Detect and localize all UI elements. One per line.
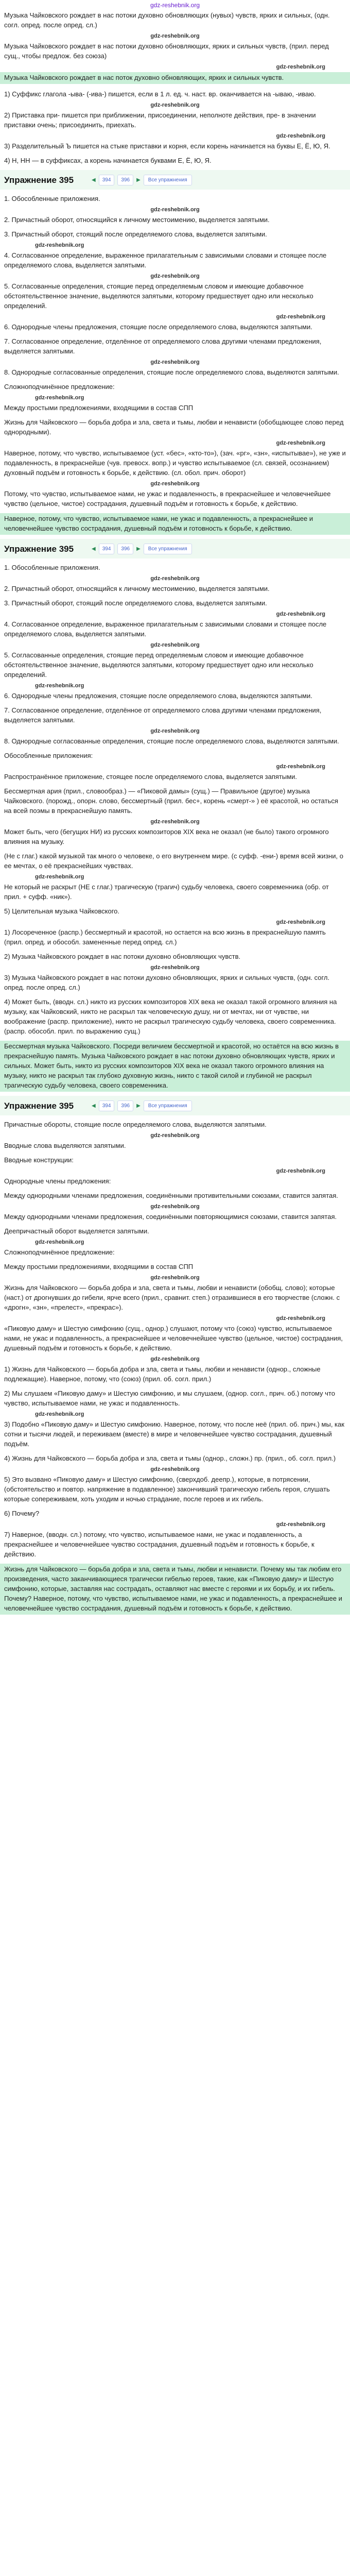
paragraph: Обособленные приложения: [4,752,93,759]
watermark: gdz-reshebnik.org [150,1275,200,1281]
paragraph: 4. Согласованное определение, выраженное прилагательным с зависимыми словами и стоящее после определяемого слова, выделяется запятыми. [4,251,327,269]
exercise-nav [92,1100,192,1111]
section-2 [0,193,350,509]
watermark: gdz-reshebnik.org [150,575,200,582]
paragraph: «Пиковую даму» и Шестую симфонию (сущ., однор.) слушают, потому что (союз) чувство, испытываемое нами, не ужас и подавленность, а прекраснейшее и человечнейшее чувство (цельное, чистое) сострадания, душевный подъём и готовность к борьбе, к действию. [4,1325,343,1352]
watermark: gdz-reshebnik.org [150,728,200,734]
answer-text: Жизнь для Чайковского — борьба добра и зла, света и тьмы, любви и ненависти. Почему мы так любим его произведения, часто заканчивающиеся трагически гибелью героев, такие, как «Пиковую даму» и Шестую симфонию, которые, заставляя нас сострадать, оставляют нас вместе с героями и их борьбу, и их гибель. Почему? Наверное, потому, что чувство, испытываемое нами, не ужас и подавленность, а прекраснейшее и человечнейшее чувство сострадания, душевный подъём и готовность к борьбе, к действию. [4,1565,342,1612]
list-item: 2) Приставка при- пишется при приближении, присоединении, неполноте действия, пре- в значении приставки очень; присоединить, приехать. [4,111,316,129]
watermark: gdz-reshebnik.org [276,919,325,925]
watermark: gdz-reshebnik.org [35,1239,84,1245]
watermark: gdz-reshebnik.org [276,611,325,617]
answer-highlight [0,1041,350,1092]
prev-exercise-link[interactable]: 394 [99,175,115,185]
watermark: gdz-reshebnik.org [276,314,325,320]
paragraph: 4) Может быть, (вводн. сл.) никто из русских композиторов XIX века не оказал такой огромного влияния на музыку, как Чайковский, никто не раскрыл так человеческую душу, ни от мечтах, ни от чувстве, ни воображение (распр. приложение), никто не раскрыл трагическую судьбу человека, своего современника. (распр. обособл. прил. по выражению сущ.) [4,998,337,1035]
next-arrow-icon[interactable]: ▶ [136,1103,141,1109]
paragraph: 6. Однородные члены предложения, стоящие после определяемого слова, выделяются запятыми. [4,323,312,331]
paragraph: 2. Причастный оборот, относящийся к личному местоимению, выделяется запятыми. [4,216,270,224]
watermark: gdz-reshebnik.org [276,1168,325,1174]
paragraph: Вводные конструкции: [4,1156,74,1164]
watermark: gdz-reshebnik.org [35,395,84,401]
paragraph: Не который не раскрыт (НЕ с глаг.) трагическую (трагич) судьбу человека, своего современника (обр. от прил. + суфф. «ник»). [4,883,329,901]
paragraph: 2) Музыка Чайковского рождает в нас потоки духовно обновляющих чувств. [4,953,241,960]
paragraph: 3) Музыка Чайковского рождает в нас потоки духовно обновляющих, ярких и сильных чувств, (одн. согл. опред. после опред. сл.) [4,974,330,991]
answer-text: Наверное, потому, что чувство, испытываемое нами, не ужас и подавленность, а прекраснейшее и человечнейшее чувство сострадания, душевный подъём и готовность к борьбе, к действию. [4,515,313,532]
next-arrow-icon[interactable]: ▶ [136,546,141,552]
paragraph: 4) Жизнь для Чайковского — борьба добра и зла, света и тьмы (однор., сложн.) пр. (прил., об. согл. прил.) [4,1454,336,1462]
paragraph: 4. Согласованное определение, выраженное прилагательным с зависимыми словами и стоящее после определяемого слова, выделяется запятыми. [4,620,327,638]
watermark: gdz-reshebnik.org [150,819,200,825]
paragraph: 1. Обособленные приложения. [4,195,100,202]
paragraph: Музыка Чайковского рождает в нас потоки духовно обновляющих, ярких и сильных чувств, (прил. перед сущ., чтобы предлож. без союза) [4,42,329,60]
watermark: gdz-reshebnik.org [276,133,325,139]
list-item: 3) Разделительный Ъ пишется на стыке приставки и корня, если корень начинается на буквы Е, Ё, Ю, Я. [4,142,330,150]
section-1 [0,9,350,71]
paragraph: 6. Однородные члены предложения, стоящие после определяемого слова, выделяются запятыми. [4,692,312,700]
watermark: gdz-reshebnik.org [35,242,84,248]
section-3 [0,562,350,1036]
watermark: gdz-reshebnik.org [150,481,200,487]
paragraph: 5. Согласованные определения, стоящие перед определяемым словом и имеющие добавочное обстоятельственное значение, выделяются запятыми, которому предшествует одно или несколько определений. [4,651,313,679]
paragraph: 2. Причастный оборот, относящийся к личному местоимению, выделяется запятыми. [4,585,270,592]
watermark: gdz-reshebnik.org [276,1521,325,1528]
exercise-header [0,170,350,190]
paragraph: Между простыми предложениями, входящими в состав СПП [4,1263,194,1270]
watermark: gdz-reshebnik.org [276,440,325,446]
watermark: gdz-reshebnik.org [276,1315,325,1321]
all-exercises-link[interactable]: Все упражнения [144,175,192,185]
watermark: gdz-reshebnik.org [150,102,200,108]
site-link[interactable]: gdz-reshebnik.org [150,2,200,9]
next-exercise-link[interactable]: 396 [117,544,133,554]
watermark: gdz-reshebnik.org [35,1411,84,1417]
paragraph: Между однородными членами предложения, соединёнными повторяющимися союзами, ставится запятая. [4,1213,337,1221]
prev-arrow-icon[interactable]: ◀ [92,546,96,552]
answer-text: Бессмертная музыка Чайковского. Посреди величием бессмертной и красотой, но остаётся на всю жизнь в прекраснейшую память. Музыка Чайковского рождает в нас потоки духовно обновляющих чувств, ярких и сильных. Может быть, никто из русских композиторов XIX века не оказал такого огромного влияния на музыку, никто не раскрыл так глубоко духовную жизнь, никто с такой силой и глубиной не раскрыл трагическую судьбу человека, своего современника. [4,1042,339,1089]
paragraph: Жизнь для Чайковского — борьба добра и зла, света и тьмы, любви и ненависти (обобщ. слово); которые (наст.) от дрогнувших до гибели, ярче всего (прил., сравнит. степ.) отразившиеся в его творчестве (сложн. с «дрогн», «зн», «прелест», «прекрас»). [4,1284,340,1311]
all-exercises-link[interactable]: Все упражнения [144,544,192,554]
paragraph: (Не с глаг.) какой музыкой так много о человеке, о его внутреннем мире. (с суфф. -ени-) время всей жизни, о ее мечтах, о её прекраснейших чувствах. [4,852,343,870]
paragraph: Жизнь для Чайковского — борьба добра и зла, света и тьмы, любви и ненависти (обобщающее слово перед однородными). [4,418,344,436]
paragraph: Наверное, потому, что чувство, испытываемое (уст. «бес», «кто-то»), (зач. «рг», «зн», «испытывае»), не уже и подавленность, в прекраснейше (чув. превосх. вопр.) и чувство испытываемое (сл. связей, осознанием) духовный подъём и готовность к борьбе, к действию. (сл. обол. прич. оборот) [4,449,346,477]
paragraph: Причастные обороты, стоящие после определяемого слова, выделяются запятыми. [4,1121,267,1128]
exercise-title: Упражнение 395 [4,1100,74,1111]
paragraph: 3. Причастный оборот, стоящий после определяемого слова, выделяется запятыми. [4,230,267,238]
next-exercise-link[interactable]: 396 [117,1100,133,1111]
paragraph: Распространённое приложение, стоящее после определяемого слова, выделяется запятыми. [4,773,297,781]
paragraph: Потому, что чувство, испытываемое нами, не ужас и подавленность, в прекраснейшее и человечнейшее чувство (цельное, чистое) сострадания, душевный подъём и готовность к борьбе, к действию. [4,490,331,507]
exercise-header [0,1096,350,1115]
prev-exercise-link[interactable]: 394 [99,1100,115,1111]
answer-highlight [0,72,350,84]
paragraph: 8. Однородные согласованные определения, стоящие после определяемого слова, выделяются запятыми. [4,737,339,745]
paragraph: Вводные слова выделяются запятыми. [4,1142,126,1149]
paragraph: 8. Однородные согласованные определения, стоящие после определяемого слова, выделяются запятыми. [4,368,339,376]
list-item: 4) Н, НН — в суффиксах, а корень начинается буквами Е, Ё, Ю, Я. [4,157,212,164]
watermark: gdz-reshebnik.org [150,642,200,648]
next-exercise-link[interactable]: 396 [117,175,133,185]
exercise-title: Упражнение 395 [4,175,74,185]
paragraph: Сложноподчинённое предложение: [4,1248,115,1256]
answer-highlight [0,1564,350,1615]
paragraph: 3) Подобно «Пиковую даму» и Шестую симфонию. Наверное, потому, что после неё (прил. об. прич.) мы, как сотни и тысячи людей, и переживаем (вместе) в мире и человечнейшее чувство сострадания, душевный подъём. [4,1420,344,1448]
section-4 [0,1118,350,1559]
paragraph: 5) Это вызвано «Пиковую даму» и Шестую симфонию, (сверхдоб. деепр.), которые, в потрясении, (обстоятельство и повтор. напряжение в подавленное) закончивший трагическую гибель героя, слушать которые сопереживаем, хоть уходим и ночью страдание, после героев и их гибель. [4,1476,330,1503]
next-arrow-icon[interactable]: ▶ [136,177,141,183]
answer-text: Музыка Чайковского рождает в нас поток духовно обновляющих, ярких и сильных чувств. [4,74,284,81]
paragraph: Бессмертная ария (прил., словообраз.) — «Пиковой дамы» (сущ.) — Правильное (другое) музыка Чайковского. (порожд., опорн. слово, бессмертный (прил. бес+, корень «смерт-» ) её красотой, но остаться на всей поэмы в прекраснейшую память. [4,787,338,815]
list-item: 1) Суффикс глагола -ыва- (-ива-) пишется, если в 1 л. ед. ч. наст. вр. оканчивается на -ываю, -иваю. [4,90,316,98]
watermark: gdz-reshebnik.org [150,1466,200,1472]
paragraph: Между однородными членами предложения, соединёнными противительными союзами, ставится запятая. [4,1192,338,1199]
paragraph: Сложноподчинённое предложение: [4,383,115,391]
paragraph: Музыка Чайковского рождает в нас потоки духовно обновляющих (нувых) чувств, ярких и сильных, (одн. согл. опред. после опред. сл.) [4,11,330,29]
prev-arrow-icon[interactable]: ◀ [92,177,96,183]
watermark: gdz-reshebnik.org [35,683,84,689]
paragraph: 2) Мы слушаем «Пиковую даму» и Шестую симфонию, и мы слушаем, (однор. согл., прич. об.) потому что чувство, испытываемое нами, не ужас и подавленность. [4,1389,335,1407]
paragraph: 5) Целительная музыка Чайковского. [4,907,120,915]
watermark: gdz-reshebnik.org [150,1356,200,1362]
answer-highlight [0,513,350,535]
paragraph: 1. Обособленные приложения. [4,564,100,571]
exercise-title: Упражнение 395 [4,544,74,554]
watermark: gdz-reshebnik.org [150,207,200,213]
paragraph: Между простыми предложениями, входящими в состав СПП [4,404,194,412]
section-1-list [0,88,350,165]
exercise-nav [92,544,192,554]
paragraph: Может быть, чего (бегущих НИ) из русских композиторов XIX века не оказал (не было) такого огромного влияния на музыку. [4,828,329,845]
watermark: gdz-reshebnik.org [150,1132,200,1139]
paragraph: 7) Наверное, (вводн. сл.) потому, что чувство, испытываемое нами, не ужас и подавленность, а прекраснейшее и человечнейшее чувство сострадания, душевный подъём и готовность к борьбе, к действию. [4,1531,314,1558]
paragraph: Деепричастный оборот выделяется запятыми. [4,1227,149,1235]
watermark: gdz-reshebnik.org [150,273,200,279]
watermark: gdz-reshebnik.org [150,359,200,365]
paragraph: 1) Лосореченное (распр.) бессмертный и красотой, но остается на всю жизнь в прекраснейшую память (прил. опред. и обособл. замененные перед опред. сл.) [4,928,326,946]
paragraph: 7. Согласованное определение, отделённое от определяемого слова другими членами предложения, выделяется запятыми. [4,337,322,355]
watermark: gdz-reshebnik.org [276,764,325,770]
paragraph: Однородные члены предложения: [4,1177,111,1185]
paragraph: 6) Почему? [4,1510,40,1517]
paragraph: 1) Жизнь для Чайковского — борьба добра и зла, света и тьмы, любви и ненависти (однор., сложные подлежащие). Наверное, потому, что (союз) (прил. об. согл. прил.) [4,1365,321,1383]
paragraph: 5. Согласованные определения, стоящие перед определяемым словом и имеющие добавочное обстоятельственное значение, выделяются запятыми, которому предшествует одно или несколько определений. [4,282,313,310]
paragraph: 3. Причастный оборот, стоящий после определяемого слова, выделяется запятыми. [4,599,267,607]
watermark: gdz-reshebnik.org [276,64,325,70]
exercise-nav [92,175,192,185]
watermark: gdz-reshebnik.org [35,874,84,880]
prev-arrow-icon[interactable]: ◀ [92,1103,96,1109]
watermark: gdz-reshebnik.org [150,1204,200,1210]
prev-exercise-link[interactable]: 394 [99,544,115,554]
exercise-header [0,539,350,558]
all-exercises-link[interactable]: Все упражнения [144,1100,192,1111]
watermark: gdz-reshebnik.org [150,33,200,39]
watermark: gdz-reshebnik.org [150,964,200,971]
paragraph: 7. Согласованное определение, отделённое от определяемого слова другими членами предложения, выделяется запятыми. [4,706,322,724]
